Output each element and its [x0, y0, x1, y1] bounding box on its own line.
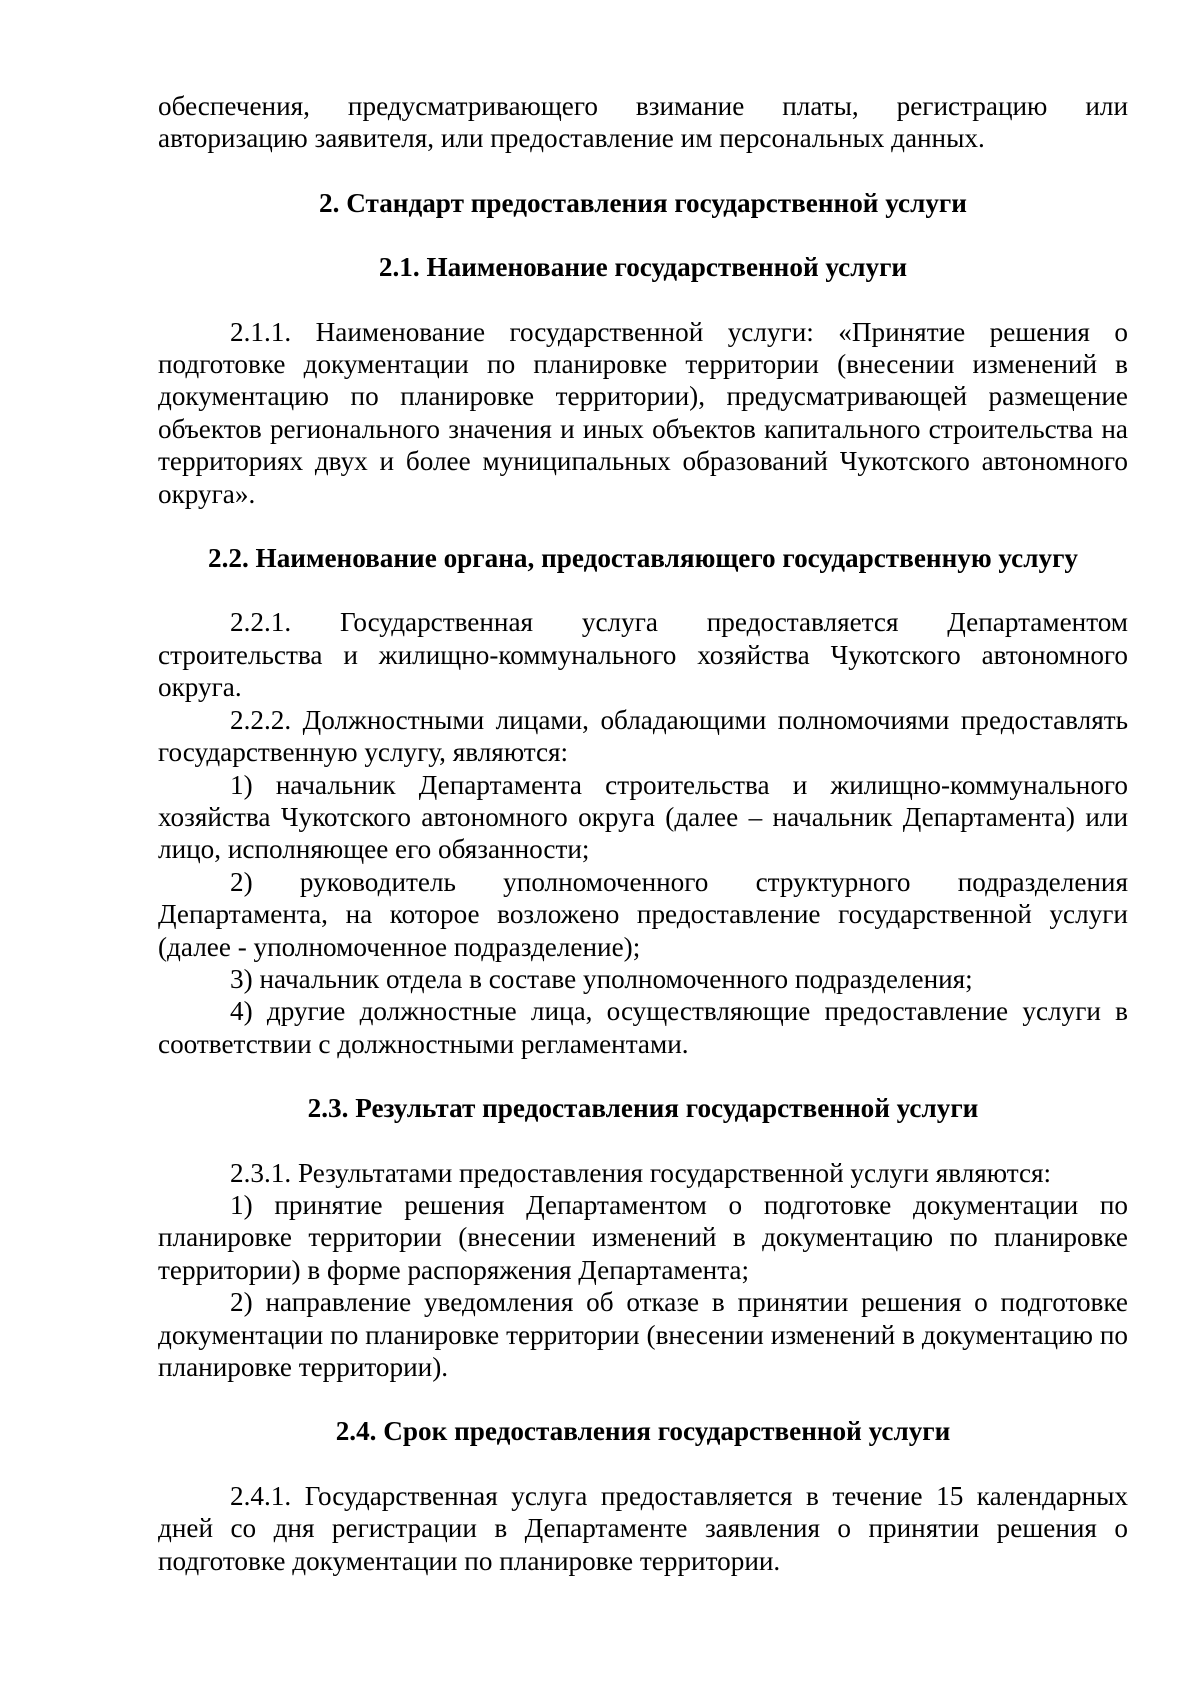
- list-item-2-2-2-1: 1) начальник Департамента строительства и жилищно-коммунального хозяйства Чукотского автономного округа (далее – начальник Департамента) или лицо, исполняющее его обязанности;: [158, 769, 1128, 865]
- section-2-3-heading: 2.3. Результат предоставления государственной услуги: [307, 1093, 979, 1124]
- list-item-2-3-1-1: 1) принятие решения Департаментом о подготовке документации по планировке территории (внесении изменений в документацию по планировке территории) в форме распоряжения Департамента;: [158, 1189, 1128, 1285]
- paragraph-2-2-1: 2.2.1. Государственная услуга предоставляется Департаментом строительства и жилищно-коммунального хозяйства Чукотского автономного округа.: [158, 607, 1128, 703]
- list-item-2-2-2-3: 3) начальник отдела в составе уполномоченного подразделения;: [230, 963, 973, 994]
- section-2-heading: 2. Стандарт предоставления государственной услуги: [319, 187, 967, 218]
- list-item-2-2-2-4: 4) другие должностные лица, осуществляющие предоставление услуги в соответствии с должностными регламентами.: [158, 996, 1128, 1059]
- intro-paragraph: обеспечения, предусматривающего взимание платы, регистрацию или авторизацию заявителя, или предоставление им персональных данных.: [158, 91, 1128, 154]
- section-2-4-heading: 2.4. Срок предоставления государственной услуги: [335, 1416, 951, 1447]
- paragraph-2-4-1: 2.4.1. Государственная услуга предоставляется в течение 15 календарных дней со дня регистрации в Департаменте заявления о принятии решения о подготовке документации по планировке территории.: [158, 1480, 1128, 1576]
- paragraph-2-2-2: 2.2.2. Должностными лицами, обладающими полномочиями предоставлять государственную услугу, являются:: [158, 704, 1128, 768]
- paragraph-2-3-1: 2.3.1. Результатами предоставления государственной услуги являются:: [230, 1157, 1052, 1188]
- list-item-2-3-1-2: 2) направление уведомления об отказе в принятии решения о подготовке документации по планировке территории (внесении изменений в документацию по планировке территории).: [158, 1287, 1128, 1382]
- paragraph-2-1-1: 2.1.1. Наименование государственной услуги: «Принятие решения о подготовке документации по планировке территории (внесении изменений в документацию по планировке территории), предусматривающей размещение объектов регионального значения и иных объектов капитального строительства на территориях двух и более муниципальных образований Чукотского автономного округа».: [158, 316, 1128, 509]
- section-2-1-heading: 2.1. Наименование государственной услуги: [378, 252, 908, 283]
- list-item-2-2-2-2: 2) руководитель уполномоченного структурного подразделения Департамента, на которое возложено предоставление государственной услуги (далее - уполномоченное подразделение);: [158, 866, 1128, 962]
- document-page: [158, 90, 1128, 1577]
- section-2-2-heading: 2.2. Наименование органа, предоставляющего государственную услугу: [207, 543, 1079, 574]
